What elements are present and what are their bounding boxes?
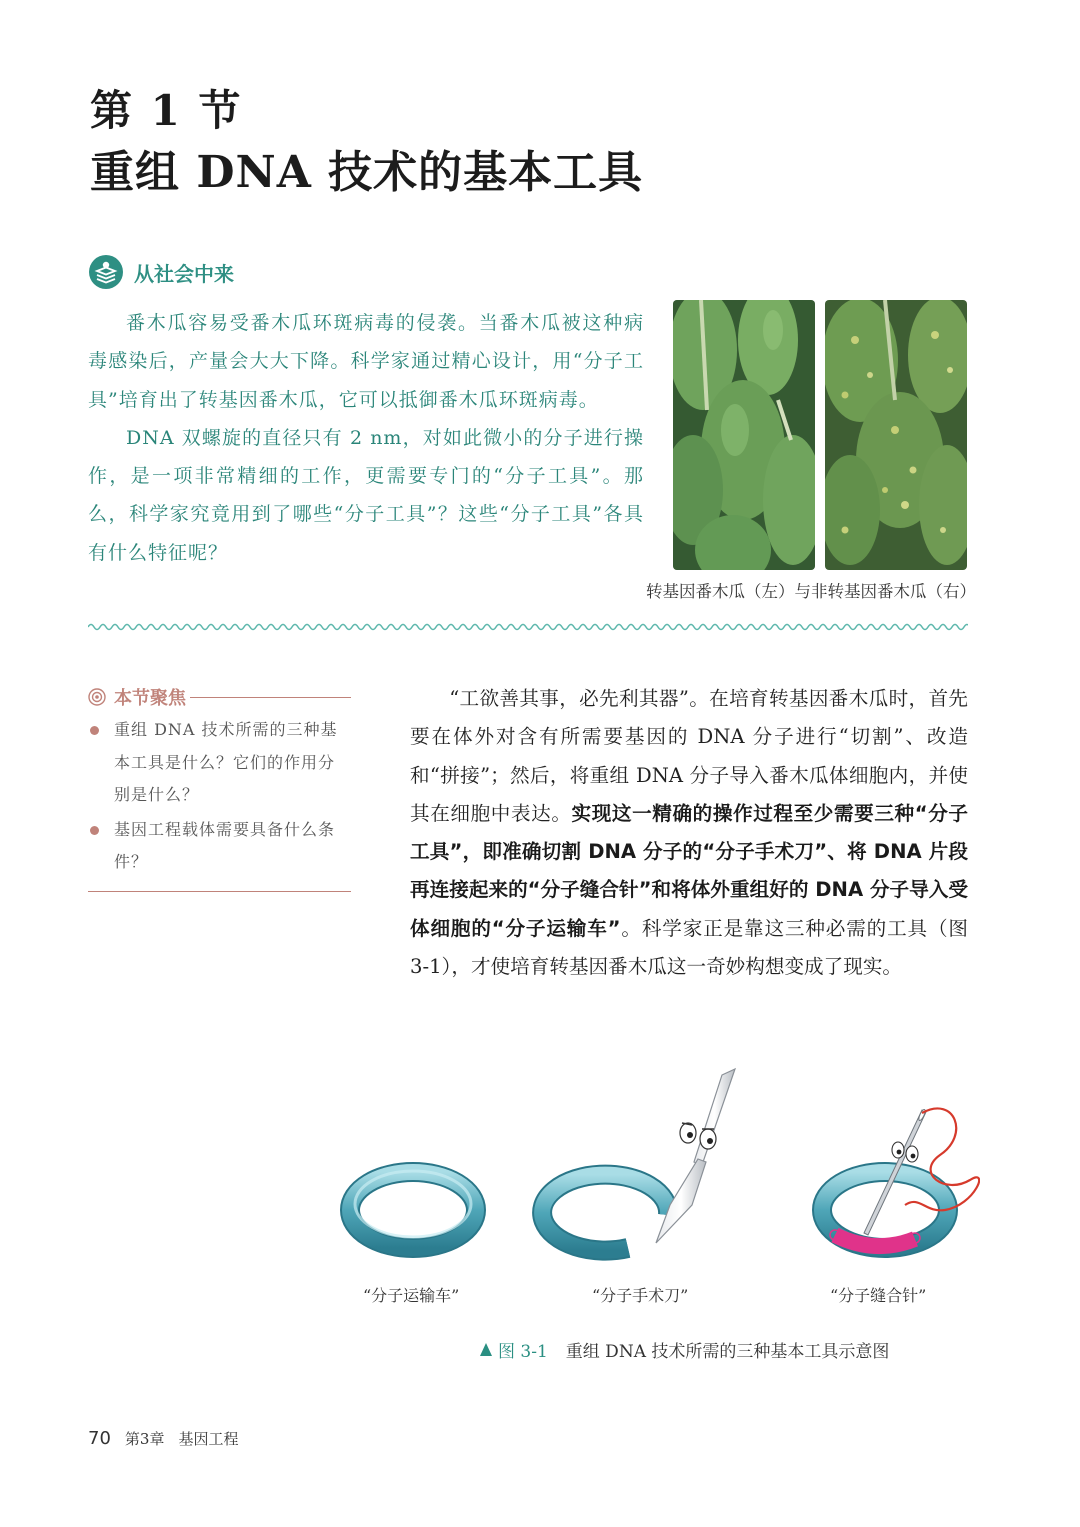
figure-illustration: [330, 1055, 980, 1265]
section-number: 第 1 节: [90, 86, 243, 135]
non-transgenic-papaya-photo: [825, 300, 967, 570]
focus-item: [88, 814, 351, 879]
photo-caption: 转基因番木瓜（左）与非转基因番木瓜（右）: [646, 582, 976, 601]
focus-rule: [88, 891, 351, 892]
scalpel-label: “分子手术刀”: [592, 1286, 689, 1305]
needle-label: “分子缝合针”: [830, 1286, 927, 1305]
focus-item: [88, 714, 351, 812]
transgenic-papaya-photo: [673, 300, 815, 570]
needle-ring: [822, 1172, 948, 1248]
main-text-part: “工欲善其事，必先利其器”。在培育转基因番木瓜时，首先要在体外对含有所需要基因的 DNA 分子进行“切割”、改造和“拼接”；然后，将重组 DNA 分子导入番木瓜体细胞内，并使其在细胞中表达。: [410, 687, 968, 825]
chapter-label: 第3章: [124, 1430, 165, 1448]
transport-ring: [350, 1171, 476, 1248]
focus-item-text: 基因工程载体需要具备什么条件？: [114, 819, 336, 871]
intro-text: [88, 304, 644, 572]
intro-paragraph: DNA 双螺旋的直径只有 2 nm，对如此微小的分子进行操作，是一项非常精细的工作，更需要专门的“分子工具”。那么，科学家究竟用到了哪些“分子工具”？这些“分子工具”各具有什么特征呢？: [88, 426, 644, 564]
transport-label: “分子运输车”: [363, 1286, 460, 1305]
society-header: [88, 254, 234, 290]
target-icon: [88, 688, 106, 706]
main-text-part: 。科学家正是靠这三种必需的工具（图 3-1），才使培育转基因番木瓜这一奇妙构想变成了现实。: [410, 916, 968, 979]
focus-rule: [190, 697, 351, 698]
chapter-title: 基因工程: [178, 1430, 239, 1448]
figure-number: 图 3-1: [498, 1342, 548, 1362]
main-paragraph: [410, 680, 968, 986]
focus-box: [88, 682, 351, 892]
figure-caption-text: 重组 DNA 技术所需的三种基本工具示意图: [565, 1342, 890, 1362]
intro-paragraph: 番木瓜容易受番木瓜环斑病毒的侵袭。当番木瓜被这种病毒感染后，产量会大大下降。科学家通过精心设计，用“分子工具”培育出了转基因番木瓜，它可以抵御番木瓜环斑病毒。: [88, 312, 644, 411]
bullet-icon: [90, 726, 99, 735]
section-title: 重组 DNA 技术的基本工具: [90, 147, 644, 198]
bullet-icon: [90, 826, 99, 835]
focus-title: 本节聚焦: [114, 688, 186, 709]
page-number: 70: [88, 1428, 111, 1449]
society-label: 从社会中来: [134, 261, 234, 286]
wave-divider: [88, 620, 968, 634]
scalpel-icon: [656, 1069, 735, 1243]
page-footer: [88, 1428, 238, 1449]
people-network-icon: [88, 254, 124, 290]
focus-header: [88, 682, 351, 712]
triangle-icon: [480, 1343, 492, 1356]
main-text: [410, 680, 968, 986]
main-text-bold: 实现这一精确的操作过程至少需要三种“分子工具”，即准确切割 DNA 分子的“分子手术刀”、将 DNA 片段再连接起来的“分子缝合针”和将体外重组好的 DNA 分子导入受体细胞的“分子运输车”: [410, 801, 968, 940]
figure-caption: [480, 1337, 889, 1362]
focus-item-text: 重组 DNA 技术所需的三种基本工具是什么？它们的作用分别是什么？: [114, 720, 338, 804]
